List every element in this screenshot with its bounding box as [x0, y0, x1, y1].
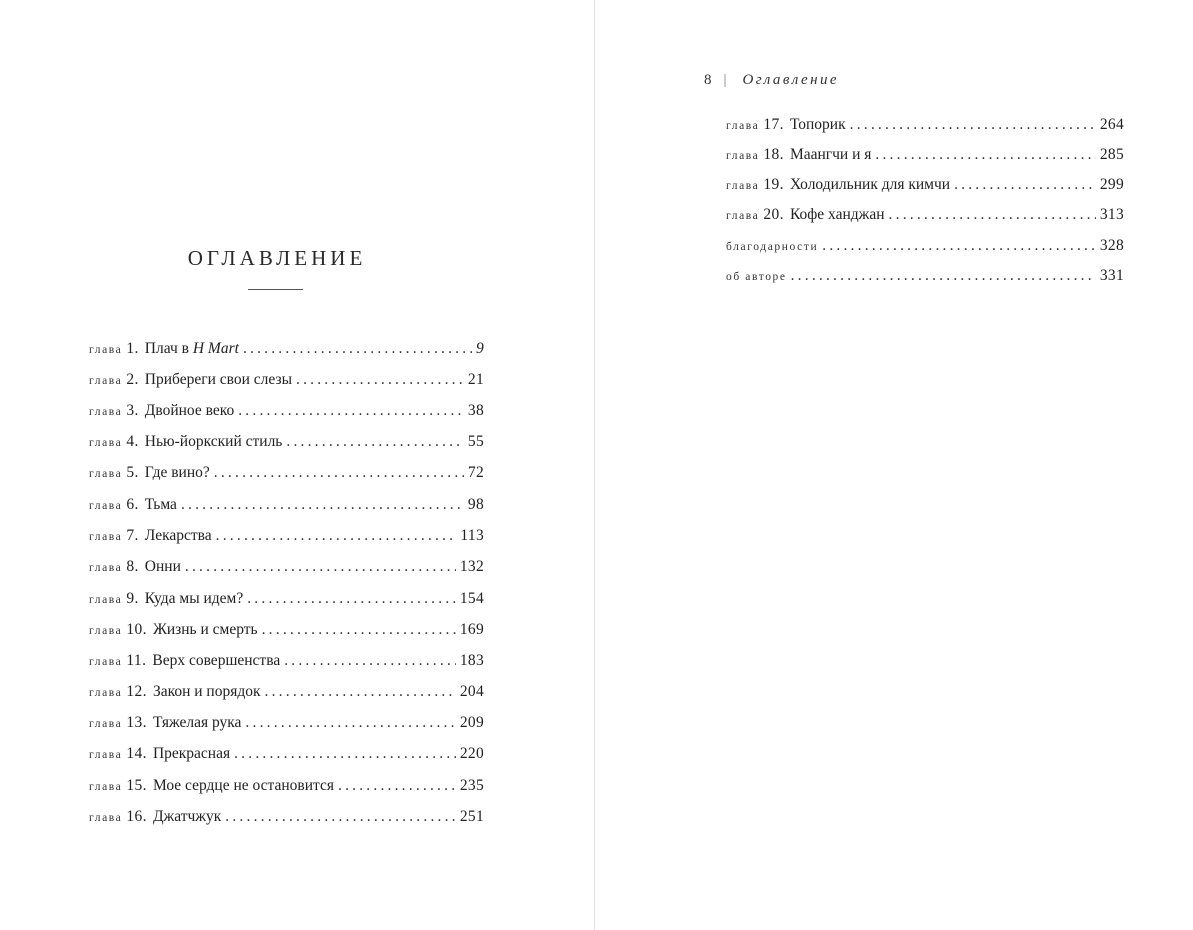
chapter-label: глава — [89, 594, 123, 606]
dot-leader — [247, 588, 456, 610]
dot-leader — [875, 144, 1095, 166]
chapter-label: глава — [89, 344, 123, 356]
chapter-title: Тяжелая рука — [152, 714, 242, 731]
chapter-page: 299 — [1099, 176, 1124, 193]
chapter-page: 169 — [459, 621, 484, 638]
section-label: об авторе — [726, 271, 787, 283]
chapter-title: Плач в H Mart — [144, 340, 239, 357]
header-separator: | — [723, 72, 727, 88]
chapter-title: Мое сердце не остановится — [152, 777, 334, 794]
chapter-title: Нью-йоркский стиль — [144, 433, 283, 450]
chapter-label: глава — [89, 562, 123, 574]
toc-entry-chapter-9[interactable] — [89, 588, 484, 610]
toc-entry-chapter-1[interactable] — [89, 338, 484, 360]
toc-entry-chapter-4[interactable] — [89, 431, 484, 453]
dot-leader — [216, 525, 457, 547]
dot-leader — [238, 400, 464, 422]
running-header — [704, 72, 839, 89]
chapter-page: 285 — [1099, 146, 1124, 163]
chapter-title: Закон и порядок — [152, 683, 261, 700]
chapter-label: глава — [89, 468, 123, 480]
chapter-number: 8. — [126, 558, 139, 575]
chapter-number: 15. — [126, 777, 147, 794]
chapter-title: Маангчи и я — [789, 146, 872, 163]
chapter-label: глава — [89, 749, 123, 761]
chapter-number: 18. — [763, 146, 784, 163]
chapter-label: глава — [89, 500, 123, 512]
toc-entry-acknowledgements[interactable] — [726, 235, 1124, 257]
chapter-number: 9. — [126, 590, 139, 607]
chapter-page: 72 — [467, 464, 484, 481]
chapter-label: глава — [89, 437, 123, 449]
toc-entry-chapter-19[interactable] — [726, 174, 1124, 196]
chapter-label: глава — [89, 656, 123, 668]
chapter-title: Лекарства — [144, 527, 212, 544]
chapter-title: Прибереги свои слезы — [144, 371, 292, 388]
left-page — [0, 0, 594, 930]
chapter-label: глава — [89, 531, 123, 543]
toc-entry-chapter-16[interactable] — [89, 806, 484, 828]
chapter-page: 132 — [459, 558, 484, 575]
chapter-number: 19. — [763, 176, 784, 193]
toc-entry-chapter-5[interactable] — [89, 462, 484, 484]
chapter-title: Холодильник для кимчи — [789, 176, 951, 193]
chapter-number: 6. — [126, 496, 139, 513]
dot-leader — [296, 369, 464, 391]
chapter-number: 1. — [126, 340, 139, 357]
dot-leader — [265, 681, 456, 703]
chapter-page: 204 — [459, 683, 484, 700]
section-page: 331 — [1099, 267, 1124, 284]
chapter-title: Джатчжук — [152, 808, 222, 825]
chapter-title: Где вино? — [144, 464, 210, 481]
dot-leader — [791, 265, 1096, 287]
dot-leader — [243, 338, 472, 360]
dot-leader — [245, 712, 455, 734]
chapter-title: Кофе ханджан — [789, 206, 885, 223]
toc-entry-chapter-17[interactable] — [726, 114, 1124, 136]
chapter-title: Верх совершенства — [152, 652, 281, 669]
chapter-title: Топорик — [789, 116, 846, 133]
chapter-label: глава — [726, 210, 760, 222]
chapter-page: 209 — [459, 714, 484, 731]
chapter-page: 235 — [459, 777, 484, 794]
toc-entry-chapter-15[interactable] — [89, 775, 484, 797]
dot-leader — [889, 204, 1096, 226]
chapter-label: глава — [89, 812, 123, 824]
section-label: благодарности — [726, 241, 819, 253]
toc-entry-chapter-6[interactable] — [89, 494, 484, 516]
chapter-label: глава — [89, 406, 123, 418]
dot-leader — [262, 619, 456, 641]
chapter-page: 313 — [1099, 206, 1124, 223]
dot-leader — [214, 462, 464, 484]
chapter-title: Жизнь и смерть — [152, 621, 258, 638]
chapter-page: 38 — [467, 402, 484, 419]
toc-heading: ОГЛАВЛЕНИЕ — [187, 246, 367, 270]
dot-leader — [185, 556, 456, 578]
right-page — [595, 0, 1193, 930]
toc-entry-chapter-3[interactable] — [89, 400, 484, 422]
chapter-label: глава — [89, 718, 123, 730]
toc-entry-chapter-20[interactable] — [726, 204, 1124, 226]
chapter-title: Куда мы идем? — [144, 590, 244, 607]
chapter-label: глава — [89, 687, 123, 699]
toc-entry-about-author[interactable] — [726, 265, 1124, 287]
dot-leader — [234, 743, 456, 765]
chapter-label: глава — [726, 180, 760, 192]
chapter-title: Двойное веко — [144, 402, 235, 419]
chapter-page: 251 — [459, 808, 484, 825]
toc-entry-chapter-2[interactable] — [89, 369, 484, 391]
heading-underline — [248, 289, 303, 290]
chapter-page: 98 — [467, 496, 484, 513]
dot-leader — [181, 494, 464, 516]
toc-entry-chapter-8[interactable] — [89, 556, 484, 578]
chapter-number: 4. — [126, 433, 139, 450]
page-number: 8 — [704, 72, 712, 88]
toc-entry-chapter-14[interactable] — [89, 743, 484, 765]
toc-entry-chapter-10[interactable] — [89, 619, 484, 641]
dot-leader — [850, 114, 1096, 136]
chapter-number: 5. — [126, 464, 139, 481]
chapter-title: Онни — [144, 558, 181, 575]
chapter-page: 113 — [460, 527, 484, 544]
dot-leader — [338, 775, 456, 797]
chapter-page: 55 — [467, 433, 484, 450]
chapter-number: 17. — [763, 116, 784, 133]
chapter-number: 10. — [126, 621, 147, 638]
chapter-title: Тьма — [144, 496, 177, 513]
chapter-number: 13. — [126, 714, 147, 731]
chapter-number: 7. — [126, 527, 139, 544]
chapter-number: 16. — [126, 808, 147, 825]
chapter-page: 154 — [459, 590, 484, 607]
chapter-page: 9 — [475, 340, 484, 357]
chapter-number: 2. — [126, 371, 139, 388]
chapter-title: Прекрасная — [152, 745, 231, 762]
chapter-page: 21 — [467, 371, 484, 388]
chapter-number: 3. — [126, 402, 139, 419]
toc-entry-chapter-12[interactable] — [89, 681, 484, 703]
chapter-label: глава — [89, 625, 123, 637]
toc-entry-chapter-18[interactable] — [726, 144, 1124, 166]
chapter-number: 12. — [126, 683, 147, 700]
dot-leader — [286, 431, 464, 453]
dot-leader — [954, 174, 1096, 196]
toc-entry-chapter-13[interactable] — [89, 712, 484, 734]
chapter-label: глава — [89, 375, 123, 387]
section-page: 328 — [1099, 237, 1124, 254]
toc-entry-chapter-11[interactable] — [89, 650, 484, 672]
chapter-page: 183 — [459, 652, 484, 669]
dot-leader — [822, 235, 1096, 257]
chapter-page: 220 — [459, 745, 484, 762]
chapter-number: 11. — [126, 652, 147, 669]
running-title: Оглавление — [742, 72, 839, 88]
chapter-label: глава — [89, 781, 123, 793]
toc-entry-chapter-7[interactable] — [89, 525, 484, 547]
chapter-number: 20. — [763, 206, 784, 223]
chapter-label: глава — [726, 120, 760, 132]
chapter-label: глава — [726, 150, 760, 162]
dot-leader — [284, 650, 456, 672]
chapter-number: 14. — [126, 745, 147, 762]
dot-leader — [225, 806, 456, 828]
chapter-page: 264 — [1099, 116, 1124, 133]
